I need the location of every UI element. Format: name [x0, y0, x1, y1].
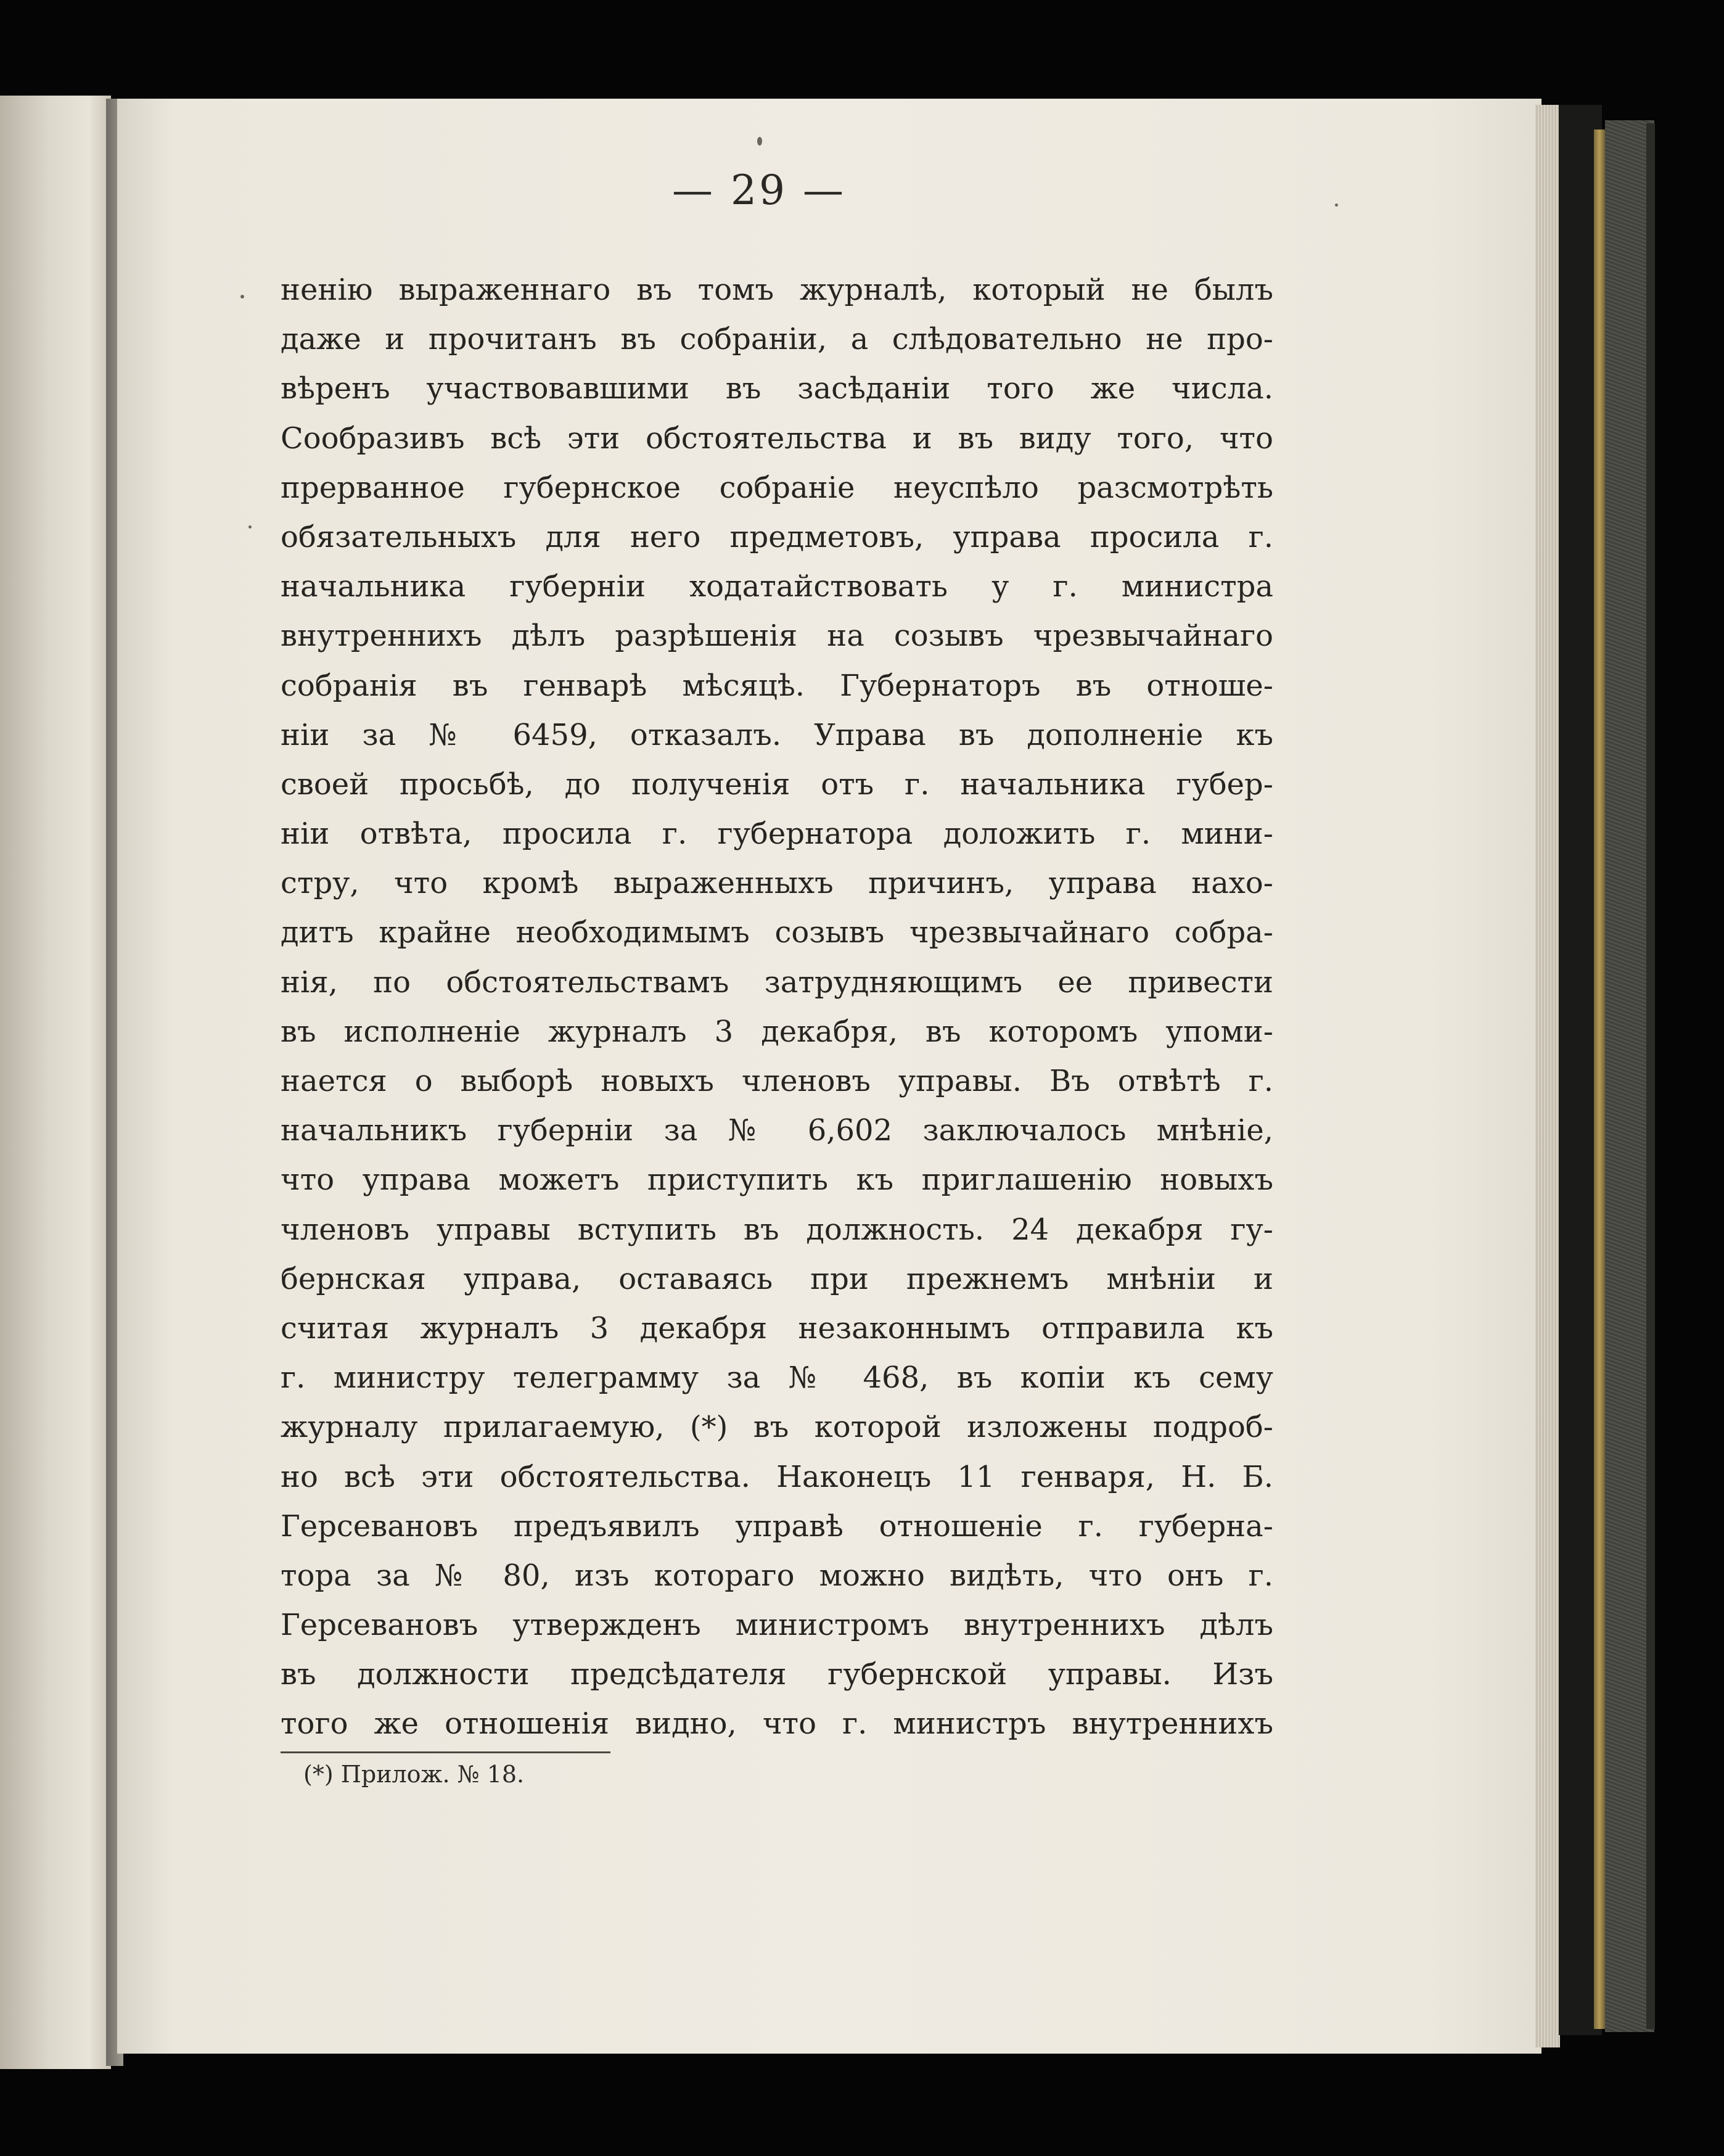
text-line: начальника губерніи ходатайствовать у г. министра — [281, 569, 1273, 604]
text-line: Герсевановъ утвержденъ министромъ внутреннихъ дѣлъ — [281, 1608, 1273, 1643]
text-line: тора за № 80, изъ котораго можно видѣть, что онъ г. — [281, 1558, 1273, 1593]
text-line: но всѣ эти обстоятельства. Наконецъ 11 генваря, Н. Б. — [281, 1459, 1273, 1494]
text-line: въ должности предсѣдателя губернской управы. Изъ — [281, 1657, 1273, 1692]
text-line: г. министру телеграмму за № 468, въ копіи къ сему — [281, 1360, 1273, 1396]
text-line: дитъ крайне необходимымъ созывъ чрезвычайнаго собра- — [281, 915, 1273, 950]
text-line: даже и прочитанъ въ собраніи, а слѣдовательно не про- — [281, 322, 1273, 357]
text-line: журналу прилагаемую, (*) въ которой изложены подроб- — [281, 1410, 1273, 1445]
text-line: своей просьбѣ, до полученія отъ г. начальника губер- — [281, 767, 1273, 802]
text-line: ненію выраженнаго въ томъ журналѣ, который не былъ — [281, 273, 1273, 307]
text-line: Герсевановъ предъявилъ управѣ отношеніе г. губерна- — [281, 1508, 1273, 1544]
footnote-rule — [281, 1751, 610, 1753]
text-line: внутреннихъ дѣлъ разрѣшенія на созывъ чрезвычайнаго — [281, 619, 1273, 654]
paper-speck — [248, 525, 252, 529]
text-line: считая журналъ 3 декабря незаконнымъ отправила къ — [281, 1310, 1273, 1346]
text-line: бернская управа, оставаясь при прежнемъ мнѣніи и — [281, 1261, 1273, 1296]
paper-speck — [1335, 204, 1338, 207]
text-line: что управа можетъ приступить къ приглашенію новыхъ — [281, 1162, 1273, 1198]
text-line: собранія въ генварѣ мѣсяцѣ. Губернаторъ въ отноше- — [281, 668, 1273, 703]
paper-speck — [757, 137, 762, 146]
gilt-edge — [1594, 130, 1605, 2029]
body-text — [281, 265, 1273, 1749]
text-line: нается о выборѣ новыхъ членовъ управы. Въ отвѣтѣ г. — [281, 1064, 1273, 1098]
text-line: ніи отвѣта, просила г. губернатора доложить г. мини- — [281, 817, 1273, 852]
text-line: членовъ управы вступить въ должность. 24 декабря гу- — [281, 1212, 1273, 1247]
book-cover-edge — [1646, 123, 1655, 2029]
text-line: Сообразивъ всѣ эти обстоятельства и въ виду того, что — [281, 421, 1273, 456]
text-line: того же отношенія видно, что г. министръ внутреннихъ — [281, 1706, 1273, 1742]
text-line: нія, по обстоятельствамъ затрудняющимъ ее привести — [281, 965, 1273, 1000]
text-line: въ исполненіе журналъ 3 декабря, въ которомъ упоми- — [281, 1014, 1273, 1049]
text-line: ніи за № 6459, отказалъ. Управа въ дополненіе къ — [281, 717, 1273, 752]
text-line: стру, что кромѣ выраженныхъ причинъ, управа нахо- — [281, 866, 1273, 901]
paper-speck — [240, 295, 244, 298]
text-line: прерванное губернское собраніе неуспѣло разсмотрѣть — [281, 470, 1273, 505]
page-stack-edges — [1535, 105, 1560, 2047]
footnote: (*) Прилож. № 18. — [303, 1761, 525, 1788]
text-line: обязательныхъ для него предметовъ, управа просила г. — [281, 519, 1273, 554]
text-line: вѣренъ участвовавшими въ засѣданіи того же числа. — [281, 371, 1273, 406]
page-number: — 29 — — [672, 167, 846, 214]
previous-page-edge — [0, 96, 111, 2069]
text-line: начальникъ губерніи за № 6,602 заключалось мнѣніе, — [281, 1113, 1273, 1148]
